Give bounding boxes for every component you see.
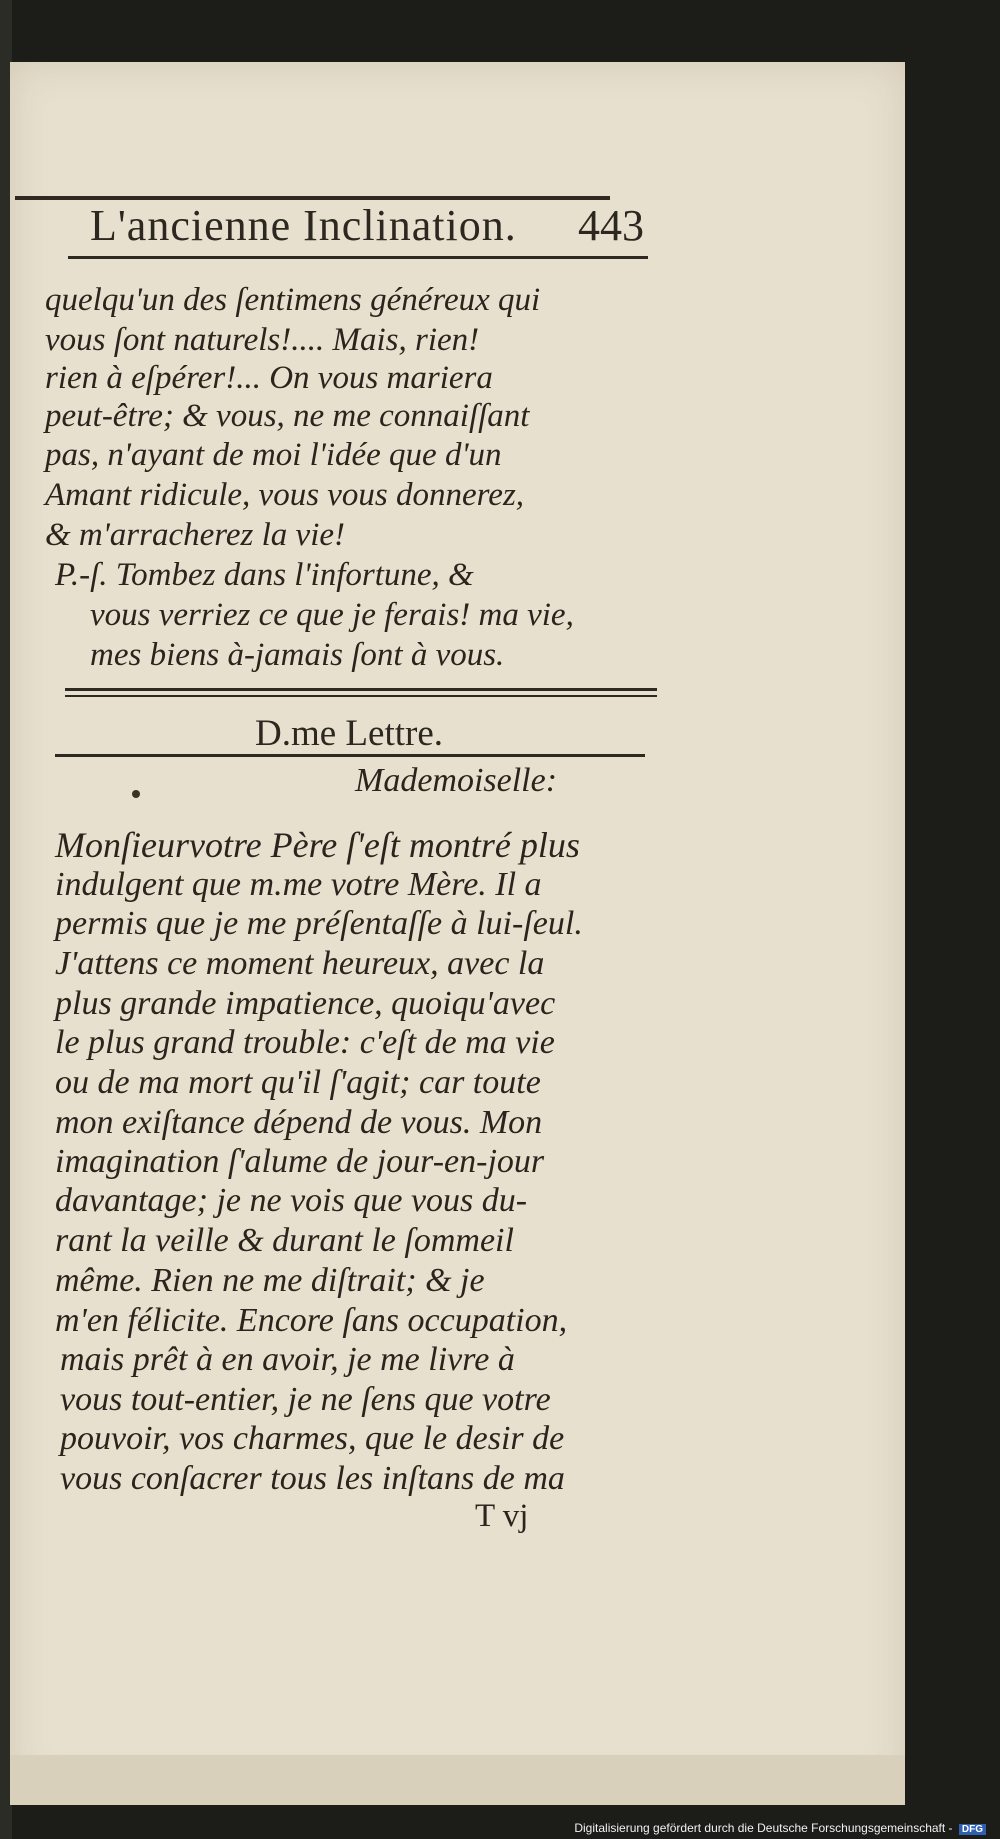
- text-line: vous conſacrer tous les inſtans de ma: [60, 1460, 565, 1497]
- text-line: rien à eſpérer!... On vous mariera: [45, 360, 493, 396]
- page-number: 443: [578, 201, 644, 250]
- text-line: mes biens à-jamais ſont à vous.: [90, 637, 505, 673]
- letter-heading: D.me Lettre.: [255, 713, 443, 754]
- text-line: Amant ridicule, vous vous donnerez,: [45, 477, 525, 513]
- text-line: m'en félicite. Encore ſans occupation,: [55, 1302, 568, 1339]
- text-line: permis que je me préſentaſſe à lui-ſeul.: [55, 905, 583, 942]
- text-line: plus grande impatience, quoiqu'avec: [55, 985, 556, 1022]
- text-line: peut-être; & vous, ne me connaiſſant: [45, 398, 530, 434]
- text-line: & m'arracherez la vie!: [45, 517, 346, 553]
- text-line: même. Rien ne me diſtrait; & je: [55, 1262, 485, 1299]
- text-line: pas, n'ayant de moi l'idée que d'un: [45, 437, 502, 473]
- dfg-badge: DFG: [959, 1824, 986, 1835]
- text-line: mais prêt à en avoir, je me livre à: [60, 1341, 515, 1378]
- text-line: vous ſont naturels!.... Mais, rien!: [45, 322, 480, 358]
- section-rule-top: [65, 688, 657, 691]
- text-line: pouvoir, vos charmes, que le desir de: [60, 1420, 565, 1457]
- digitization-credit: [574, 1821, 986, 1835]
- text-line: Monſieurvotre Père ſ'eſt montré plus: [55, 825, 580, 865]
- salutation: Mademoiselle:: [355, 762, 558, 799]
- text-line: indulgent que m.me votre Mère. Il a: [55, 866, 542, 903]
- text-line: quelqu'un des ſentimens généreux qui: [45, 282, 541, 318]
- section-rule-top-2: [65, 695, 657, 697]
- text-line: J'attens ce moment heureux, avec la: [55, 945, 545, 982]
- running-title: L'ancienne Inclination.: [90, 201, 517, 250]
- text-line: mon exiſtance dépend de vous. Mon: [55, 1104, 543, 1141]
- text-line: vous verriez ce que je ferais! ma vie,: [90, 597, 574, 633]
- credit-text: Digitalisierung gefördert durch die Deutsche Forschungsgemeinschaft -: [574, 1821, 953, 1835]
- ink-dot: [132, 790, 140, 798]
- text-line: vous tout-entier, je ne ſens que votre: [60, 1381, 551, 1418]
- text-line: le plus grand trouble: c'eſt de ma vie: [55, 1024, 555, 1061]
- text-line: P.-ſ. Tombez dans l'infortune, &: [55, 557, 474, 593]
- text-line: davantage; je ne vois que vous du-: [55, 1182, 528, 1219]
- page-edge: [10, 1755, 905, 1805]
- signature-mark: T vj: [475, 1498, 529, 1534]
- text-line: ou de ma mort qu'il ſ'agit; car toute: [55, 1064, 541, 1101]
- text-line: imagination ſ'alume de jour-en-jour: [55, 1143, 545, 1180]
- section-rule-bottom: [55, 754, 645, 757]
- text-line: rant la veille & durant le ſommeil: [55, 1222, 514, 1259]
